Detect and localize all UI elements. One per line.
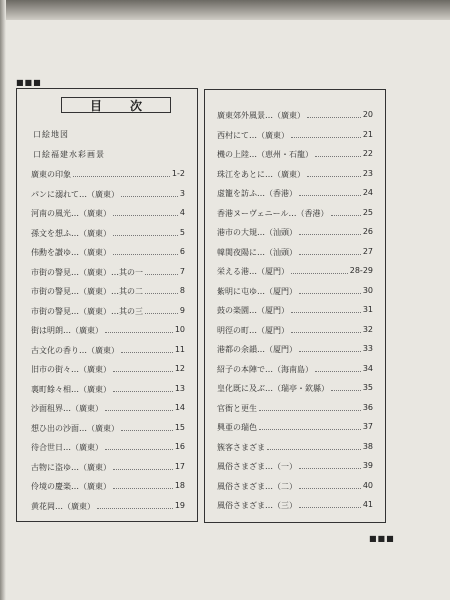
entry-title: 官衙と更生 [217,403,257,413]
entry-page-number: 26 [362,227,373,236]
toc-entry [17,286,197,298]
leader-dots [299,507,361,508]
leader-dots [331,390,361,391]
entry-title: 待合世日…（廣東） [31,443,103,452]
entry-page-number: 12 [174,364,185,373]
leader-dots [267,449,361,450]
entry-title: 沙面租界…（廣東） [31,404,103,413]
toc-entry [205,266,385,278]
toc-entry [17,442,197,454]
toc-right-column [204,89,386,523]
entry-title: 風俗さまざま…（二） [217,481,297,491]
entry-page-number: 32 [362,324,373,334]
entry-page-number: 18 [174,481,185,490]
entry-page-number: 36 [362,402,373,412]
page-top-shadow [0,0,450,20]
entry-page-number: 5 [179,227,185,237]
toc-entry [205,286,385,298]
toc-entry [17,228,197,240]
leader-dots [299,351,361,352]
entry-title: 珠江をあとに…（廣東） [217,169,305,179]
leader-dots [315,156,361,157]
entry-page-number: 9 [179,305,185,315]
entry-title: 廣東の印象 [31,170,71,179]
entry-title: 韓関夜陽に…（汕頭） [217,247,297,257]
entry-title: 市街の警見…（廣東）…其の二 [31,287,143,296]
front-item: 口絵福建水彩画景 [33,150,105,159]
entry-page-number: 8 [179,286,185,295]
leader-dots [121,430,173,431]
leader-dots [105,410,173,411]
leader-dots [105,449,173,450]
toc-entry [17,481,197,493]
leader-dots [331,215,361,216]
toc-entry [205,422,385,434]
leader-dots [113,235,178,236]
entry-title: 西村にて…（廣東） [217,130,289,140]
toc-entry [205,130,385,142]
entry-title: 伶境の慶楽…（廣東） [31,482,111,491]
toc-entry [205,169,385,181]
title-box [61,97,171,113]
entry-page-number: 13 [174,383,185,393]
toc-entry [17,462,197,474]
leader-dots [113,215,178,216]
entry-title: 古文化の香り…（廣東） [31,345,119,355]
toc-entry [205,188,385,200]
leader-dots [299,293,361,294]
entry-page-number: 24 [362,188,373,197]
entry-page-number: 7 [179,266,185,276]
toc-entry [205,149,385,161]
toc-entry [17,189,197,201]
toc-entry [17,267,197,279]
entry-page-number: 31 [362,305,373,314]
leader-dots [307,176,361,177]
toc-entry [17,306,197,318]
entry-title: 鼓の楽園…（厦門） [217,306,289,315]
entry-page-number: 30 [362,285,373,295]
footer-marks: ■■■ [369,534,395,543]
entry-page-number: 17 [174,461,185,471]
toc-entry [17,247,197,259]
entry-page-number: 15 [174,422,185,432]
entry-page-number: 27 [362,246,373,256]
entry-page-number: 38 [362,441,373,451]
leader-dots [299,234,361,235]
entry-title: 裏町餘々相…（廣東） [31,384,111,394]
entry-title: 旧市の街々…（廣東） [31,365,111,374]
front-item: 口絵地図 [33,130,69,139]
entry-page-number: 34 [362,363,373,373]
leader-dots [315,371,361,372]
leader-dots [97,508,173,509]
entry-title: 市街の警見…（廣東）…其の三 [31,306,143,316]
entry-page-number: 16 [174,442,185,451]
leader-dots [145,313,178,314]
entry-title: 街は明朗…（廣東） [31,326,103,335]
toc-entry [17,325,197,337]
entry-page-number: 11 [174,344,185,354]
leader-dots [291,273,348,274]
leader-dots [307,117,361,118]
toc-entry [205,461,385,473]
entry-page-number: 28-29 [349,266,373,275]
leader-dots [259,410,361,411]
entry-title: 皇化既に及ぶ…（瑞亭・欽縣） [217,384,329,393]
leader-dots [291,312,361,313]
leader-dots [113,391,173,392]
entry-page-number: 1-2 [171,169,185,178]
entry-title: 紹子の本陣で…（海南島） [217,364,313,374]
leader-dots [121,196,178,197]
entry-title: 伟勳を讃ゆ…（廣東） [31,248,111,257]
leader-dots [113,488,173,489]
entry-page-number: 37 [362,422,373,431]
toc-entry [205,442,385,454]
entry-page-number: 23 [362,168,373,178]
toc-entry [205,403,385,415]
entry-title: 廣東郊外風景…（廣東） [217,111,305,120]
entry-title: 興亜の瑞色 [217,423,257,432]
entry-page-number: 39 [362,461,373,470]
entry-title: 虚籠を訪ふ…（香港） [217,189,297,198]
entry-title: 機の上陸…（恵州・石龍） [217,150,313,159]
leader-dots [105,332,173,333]
toc-entry [205,247,385,259]
leader-dots [73,176,170,177]
toc-entry [205,110,385,122]
toc-entry [205,364,385,376]
entry-title: 簇客さまざま [217,442,265,452]
entry-title: 港都の余韻…（厦門） [217,345,297,354]
entry-title: 古物に盗ゆ…（廣東） [31,462,111,472]
entry-title: 河南の風光…（廣東） [31,209,111,218]
toc-entry [17,384,197,396]
toc-entry [17,364,197,376]
header-marks: ■■■ [16,78,42,87]
entry-title: 栄える港…（厦門） [217,267,289,276]
toc-left-column [16,88,198,522]
leader-dots [259,429,361,430]
toc-entry [17,169,197,181]
leader-dots [299,195,361,196]
entry-page-number: 14 [174,403,185,412]
entry-title: 黄花岡…（廣東） [31,501,95,511]
entry-page-number: 41 [362,500,373,509]
toc-entry [17,501,197,513]
leader-dots [121,352,173,353]
leader-dots [299,468,361,469]
entry-title: 孫文を想ふ…（廣東） [31,228,111,238]
leader-dots [145,293,178,294]
page-title: 目次 [90,99,171,113]
entry-title: 風俗さまざま…（一） [217,462,297,471]
entry-title: 港市の大規…（汕頭） [217,228,297,237]
leader-dots [291,137,361,138]
entry-page-number: 19 [174,500,185,510]
leader-dots [113,254,178,255]
toc-entry [205,208,385,220]
leader-dots [113,371,173,372]
entry-title: パンに溺れて…（廣東） [31,189,119,199]
entry-page-number: 33 [362,344,373,353]
leader-dots [299,488,361,489]
entry-page-number: 35 [362,383,373,392]
toc-entry [17,345,197,357]
entry-title: 市街の警見…（廣東）…其の一 [31,267,143,277]
entry-title: 紫明に屯ゆ…（厦門） [217,286,297,296]
toc-entry [205,344,385,356]
entry-title: 明徑の町…（厦門） [217,325,289,335]
leader-dots [113,469,173,470]
leader-dots [299,254,361,255]
entry-page-number: 40 [362,480,373,490]
toc-entry [205,325,385,337]
entry-title: 風俗さまざま…（三） [217,501,297,510]
entry-page-number: 21 [362,129,373,139]
toc-entry [17,403,197,415]
toc-entry [205,481,385,493]
entry-page-number: 4 [179,208,185,217]
entry-page-number: 20 [362,110,373,119]
toc-entry [205,305,385,317]
toc-entry [17,423,197,435]
entry-title: 香港ヌーヴェニール…（香港） [217,208,329,218]
entry-page-number: 22 [362,149,373,158]
entry-page-number: 6 [179,247,185,256]
toc-entry [205,227,385,239]
toc-entry [17,208,197,220]
entry-page-number: 3 [179,188,185,198]
leader-dots [145,274,178,275]
page-left-shadow [0,0,6,600]
toc-entry [205,500,385,512]
leader-dots [291,332,361,333]
entry-page-number: 10 [174,325,185,334]
entry-title: 想ひ出の沙面…（廣東） [31,423,119,433]
entry-page-number: 25 [362,207,373,217]
toc-entry [205,383,385,395]
